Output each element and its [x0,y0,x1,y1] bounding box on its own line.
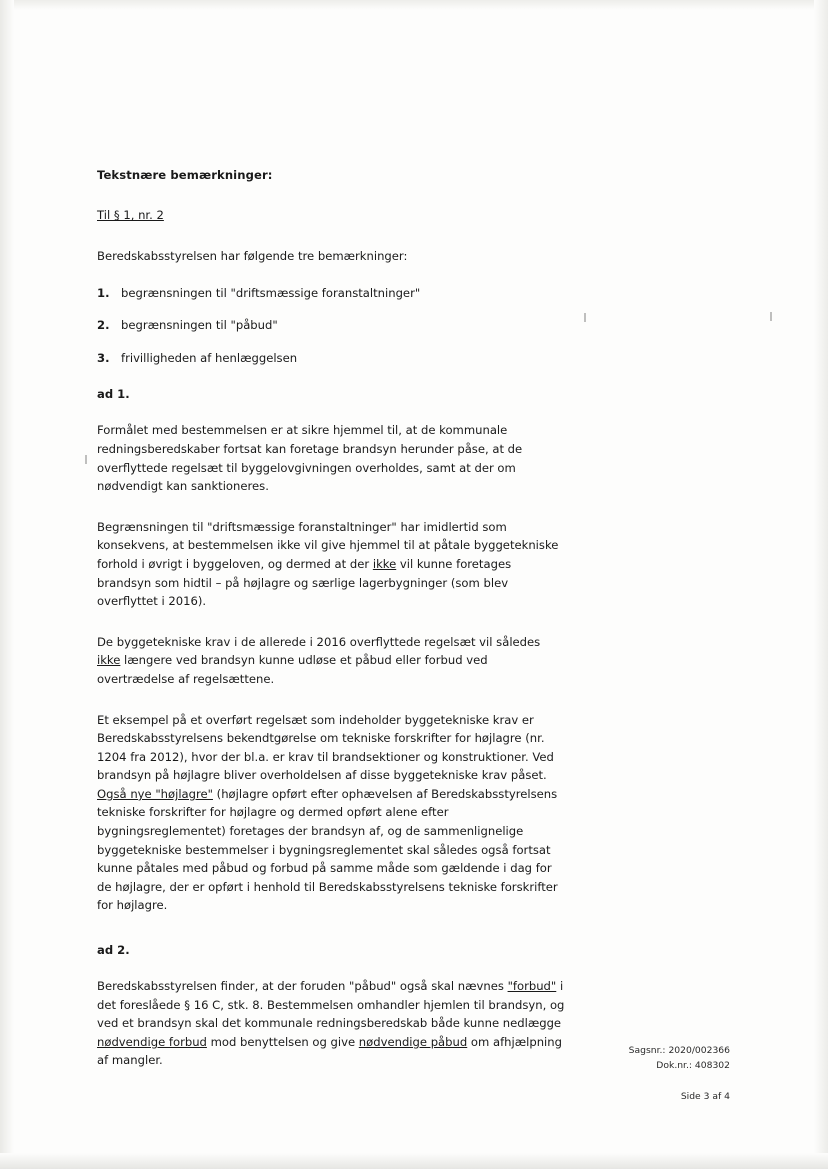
emphasis-noedvendige-paabud: nødvendige påbud [358,1034,468,1049]
scan-edge-bottom [0,1153,828,1169]
scan-edge-right [814,0,828,1169]
text-run: vil kunne foretages brandsyn som hidtil – på højlagre og særlige lagerbygninger (som blev overflyttet i 2016). [97,556,512,609]
subheading-ad2: ad 2. [97,943,130,958]
list-item [97,316,567,335]
scan-artifact [584,313,586,322]
subheading-ad1: ad 1. [97,387,130,402]
ad1-paragraph-2 [97,518,567,611]
scan-artifact [770,312,772,321]
list-item-number: 3. [97,350,110,365]
scan-edge-top [0,0,828,10]
document-body [97,168,567,1092]
emphasis-ikke: ikke [97,653,121,668]
emphasis-forbud: "forbud" [507,979,557,994]
ad1-paragraph-1: Formålet med bestemmelsen er at sikre hjemmel til, at de kommunale redningsberedskaber fortsat kan foretage brandsyn herunder påse, at de overflyttede regelsæt til byggelovgivningen overholdes, samt at der om nødvendigt kan sanktioneres. [97,423,523,494]
page-footer [490,1043,730,1104]
list-item-label: begrænsningen til "driftsmæssige foranstaltninger" [121,285,421,300]
list-item-number: 1. [97,285,110,300]
emphasis-ogsaa-nye-hoejlagre: Også nye "højlagre" [97,786,213,801]
remarks-list [97,284,567,368]
ad1-paragraph-4 [97,711,567,916]
text-run: i det foreslåede § 16 C, stk. 8. Bestemmelsen omhandler hjemlen til brandsyn, og ved et brandsyn skal det kommunale redningsberedskab både kunne nedlægge [97,979,565,1031]
text-run: Beredskabsstyrelsen finder, at der foruden "påbud" også skal nævnes [97,979,508,994]
scan-artifact [85,455,87,464]
ad1-paragraph-3 [97,633,567,689]
text-run: om afhjælpning af mangler. [97,1034,562,1068]
page-number: Side 3 af 4 [680,1091,730,1102]
intro-paragraph: Beredskabsstyrelsen har følgende tre bemærkninger: [97,249,408,263]
text-run: mod benyttelsen og give [206,1034,359,1049]
text-run: (højlagre opført efter ophævelsen af Beredskabsstyrelsens tekniske forskrifter for højlagre og dermed opført alene efter bygningsreglementet) foretages der brandsyn af, og de sammenlignelige byggetekniske bestemmelser i bygningsreglementet skal således også fortsat kunne påtales med påbud og forbud på samme måde som gældende i dag for de højlagre, der er opført i henhold til Beredskabsstyrelsens tekniske forskrifter for højlagre. [97,786,558,913]
text-run: Begrænsningen til "driftsmæssige foranstaltninger" har imidlertid som konsekvens, at bestemmelsen ikke vil give hjemmel til at påtale byggetekniske forhold i øvrigt i byggeloven, og dermed at der [97,519,559,571]
text-run: Et eksempel på et overført regelsæt som indeholder byggetekniske krav er Beredskabsstyrelsens bekendtgørelse om tekniske forskrifter for højlagre (nr. 1204 fra 2012), hvor der bl.a. er krav til brandsektioner og konstruktioner. Ved brandsyn på højlagre bliver overholdelsen af disse byggetekniske krav påset. [97,712,554,783]
text-run: længere ved brandsyn kunne udløse et påbud eller forbud ved overtrædelse af regelsættene. [97,653,488,686]
text-run: De byggetekniske krav i de allerede i 2016 overflyttede regelsæt vil således [97,634,541,649]
list-item-number: 2. [97,318,110,333]
list-item [97,284,567,303]
document-number: Dok.nr.: 408302 [656,1060,730,1071]
case-number: Sagsnr.: 2020/002366 [628,1045,730,1056]
page-title: Tekstnære bemærkninger: [97,168,273,182]
scan-edge-left [0,0,14,1169]
list-item-label: begrænsningen til "påbud" [121,318,278,333]
section-reference: Til § 1, nr. 2 [97,208,164,222]
emphasis-noedvendige-forbud: nødvendige forbud [97,1034,207,1049]
list-item-label: frivilligheden af henlæggelsen [121,350,298,365]
list-item [97,349,567,368]
emphasis-ikke: ikke [372,556,397,571]
